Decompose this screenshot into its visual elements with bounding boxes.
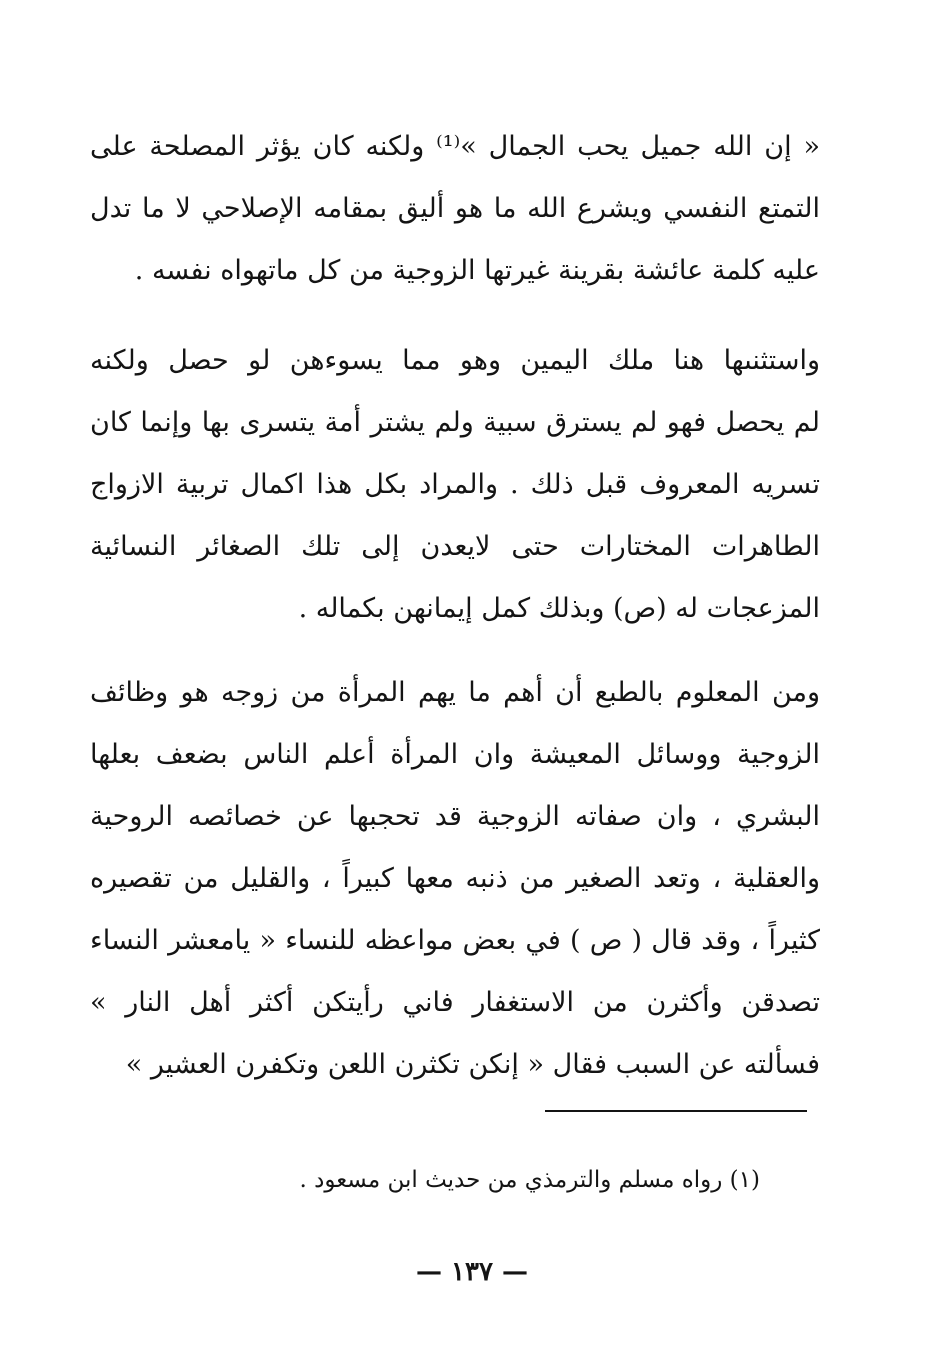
text-line: التمتع النفسي ويشرع الله ما هو أليق بمقامه الإصلاحي لا ما تدل (90, 193, 820, 224)
text-line: كثيراً ، وقد قال ( ص ) في بعض مواعظه للنساء « يامعشر النساء (90, 925, 820, 956)
text-line: الزوجية ووسائل المعيشة وان المرأة أعلم الناس بضعف بعلها (90, 739, 820, 770)
text-line: « إن الله جميل يحب الجمال »⁽¹⁾ ولكنه كان يؤثر المصلحة على (90, 131, 820, 162)
text-line: ومن المعلوم بالطبع أن أهم ما يهم المرأة من زوجه هو وظائف (90, 677, 820, 708)
footnote-divider (545, 1110, 807, 1112)
text-line: والعقلية ، وتعد الصغير من ذنبه معها كبيراً ، والقليل من تقصيره (90, 863, 820, 894)
text-line: تسريه المعروف قبل ذلك . والمراد بكل هذا اكمال تربية الازواج (90, 469, 820, 500)
footnote: (١) رواه مسلم والترمذي من حديث ابن مسعود . (299, 1167, 760, 1193)
text-line: فسألته عن السبب فقال « إنكن تكثرن اللعن وتكفرن العشير » (125, 1049, 820, 1080)
paragraph-2 (90, 330, 820, 640)
text-line: عليه كلمة عائشة بقرينة غيرتها الزوجية من كل ماتهواه نفسه . (134, 255, 820, 286)
text-line: الطاهرات المختارات حتى لايعدن إلى تلك الصغائر النسائية (90, 531, 820, 562)
text-line: لم يحصل فهو لم يسترق سبية ولم يشتر أمة يتسرى بها وإنما كان (90, 407, 820, 438)
text-line: واستثنىها هنا ملك اليمين وهو مما يسوءهن لو حصل ولكنه (90, 345, 820, 376)
paragraph-1 (90, 116, 820, 302)
paragraph-3 (90, 662, 820, 1096)
text-line: تصدقن وأكثرن من الاستغفار فاني رأيتكن أكثر أهل النار » (90, 987, 820, 1018)
text-line: المزعجات له (ص) وبذلك كمل إيمانهن بكماله . (298, 593, 820, 624)
text-line: البشري ، وان صفاته الزوجية قد تحجبها عن خصائصه الروحية (90, 801, 820, 832)
page-number: — ١٣٧ — (415, 1257, 529, 1287)
